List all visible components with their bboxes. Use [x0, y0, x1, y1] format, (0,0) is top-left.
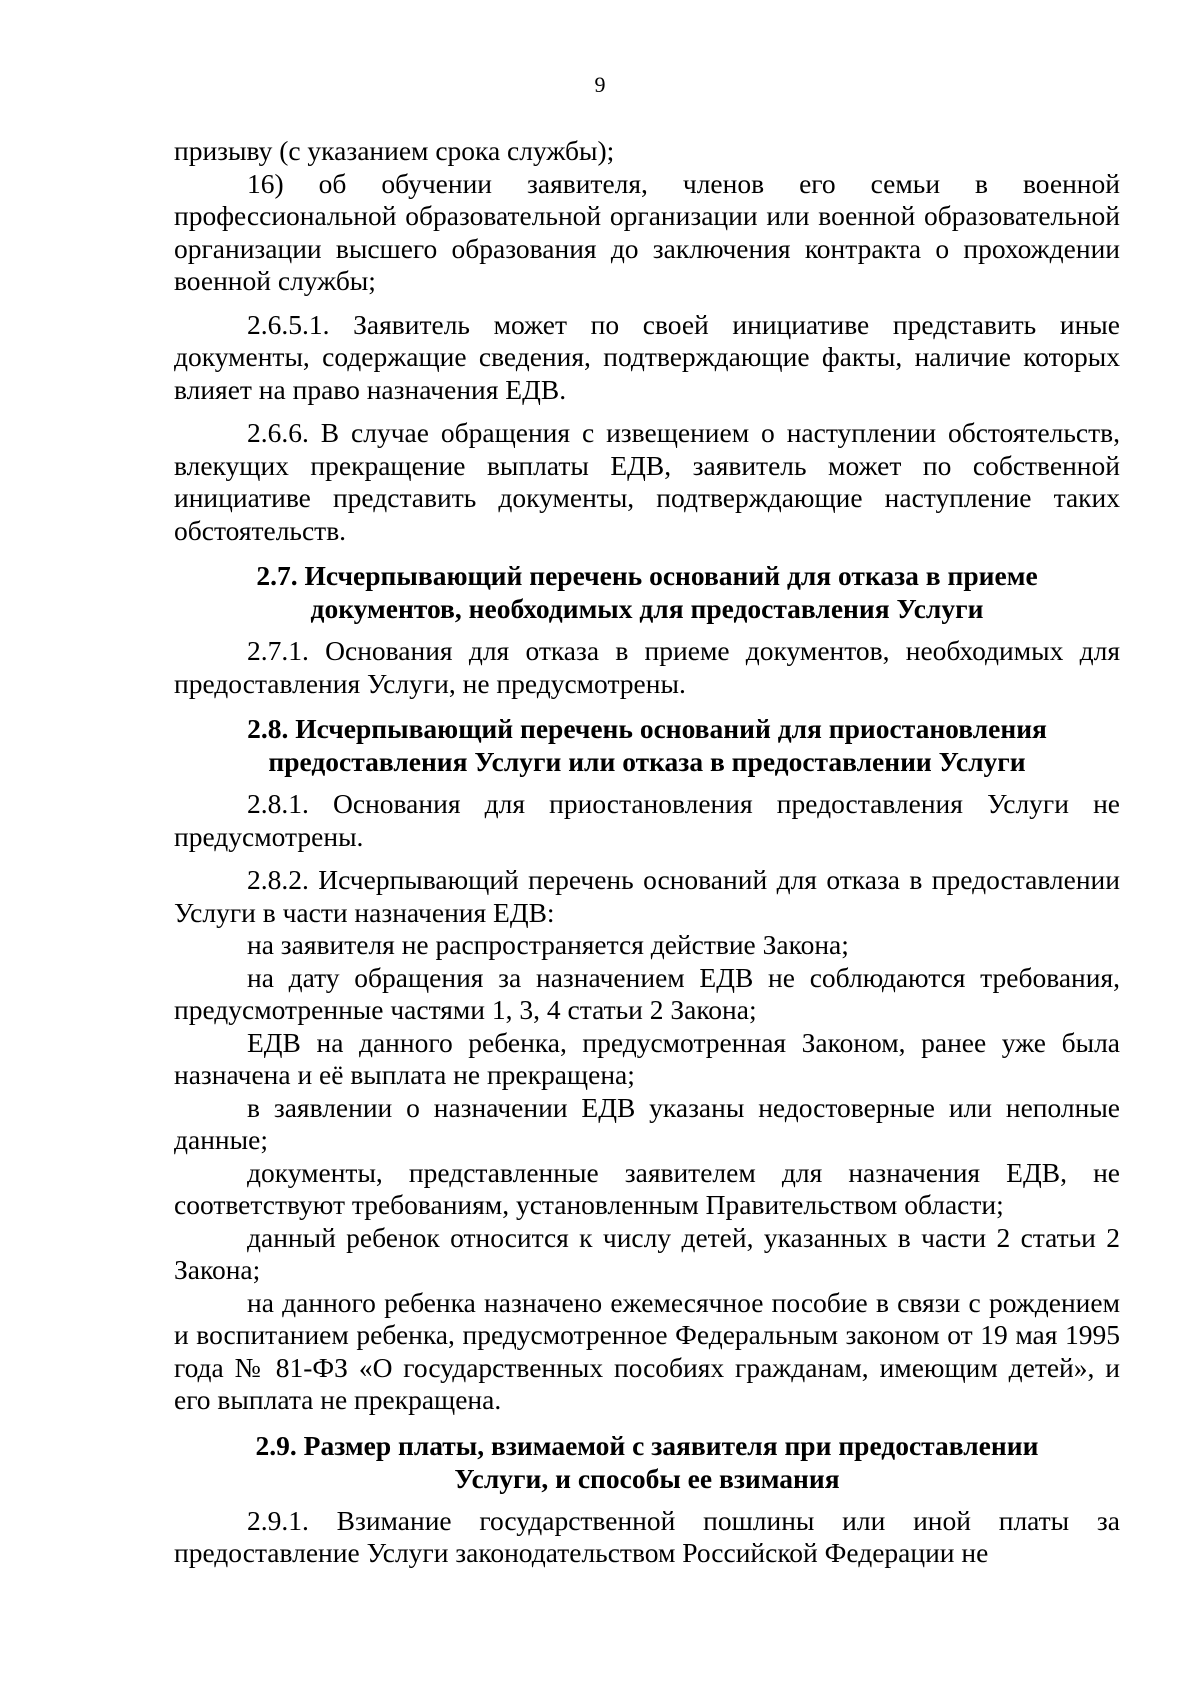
- paragraph: 2.8.2. Исчерпывающий перечень оснований для отказа в предоставлении Услуги в части назначения ЕДВ:: [174, 864, 1120, 928]
- section-heading: 2.9. Размер платы, взимаемой с заявителя при предоставлении Услуги, и способы ее взимания: [255, 1429, 1039, 1494]
- paragraph: 2.8.1. Основания для приостановления предоставления Услуги не предусмотрены.: [174, 788, 1120, 852]
- page-number: 9: [594, 72, 606, 97]
- paragraph: 2.6.6. В случае обращения с извещением о наступлении обстоятельств, влекущих прекращение выплаты ЕДВ, заявитель может по собственной инициативе представить документы, подтверждающие наступление таких обстоятельств.: [174, 417, 1120, 546]
- paragraph: 2.9.1. Взимание государственной пошлины или иной платы за предоставление Услуги законодательством Российской Федерации не: [174, 1504, 1120, 1568]
- paragraph: 2.7.1. Основания для отказа в приеме документов, необходимых для предоставления Услуги, не предусмотрены.: [174, 635, 1120, 699]
- section-heading: 2.8. Исчерпывающий перечень оснований для приостановления предоставления Услуги или отказа в предоставлении Услуги: [247, 713, 1047, 777]
- paragraph: данный ребенок относится к числу детей, указанных в части 2 статьи 2 Закона;: [174, 1221, 1120, 1285]
- paragraph: на данного ребенка назначено ежемесячное пособие в связи с рождением и воспитанием ребенка, предусмотренное Федеральным законом от 19 мая 1995 года № 81-ФЗ «О государственных пособиях гражданам, имеющим детей», и его выплата не прекращена.: [174, 1286, 1120, 1415]
- paragraph: документы, представленные заявителем для назначения ЕДВ, не соответствуют требованиям, установленным Правительством области;: [174, 1156, 1120, 1220]
- paragraph: призыву (с указанием срока службы);: [174, 135, 615, 166]
- paragraph: 16) об обучении заявителя, членов его семьи в военной профессиональной образовательной организации или военной образовательной организации высшего образования до заключения контракта о прохождении военной службы;: [174, 167, 1120, 296]
- section-heading: 2.7. Исчерпывающий перечень оснований для отказа в приеме документов, необходимых для предоставления Услуги: [256, 560, 1038, 624]
- paragraph: на дату обращения за назначением ЕДВ не соблюдаются требования, предусмотренные частями 1, 3, 4 статьи 2 Закона;: [174, 961, 1120, 1025]
- paragraph: в заявлении о назначении ЕДВ указаны недостоверные или неполные данные;: [174, 1091, 1120, 1155]
- document-body: [174, 135, 1120, 1570]
- paragraph: на заявителя не распространяется действие Закона;: [247, 929, 849, 960]
- paragraph: 2.6.5.1. Заявитель может по своей инициативе представить иные документы, содержащие сведения, подтверждающие факты, наличие которых влияет на право назначения ЕДВ.: [174, 308, 1120, 405]
- paragraph: ЕДВ на данного ребенка, предусмотренная Законом, ранее уже была назначена и её выплата не прекращена;: [174, 1026, 1120, 1090]
